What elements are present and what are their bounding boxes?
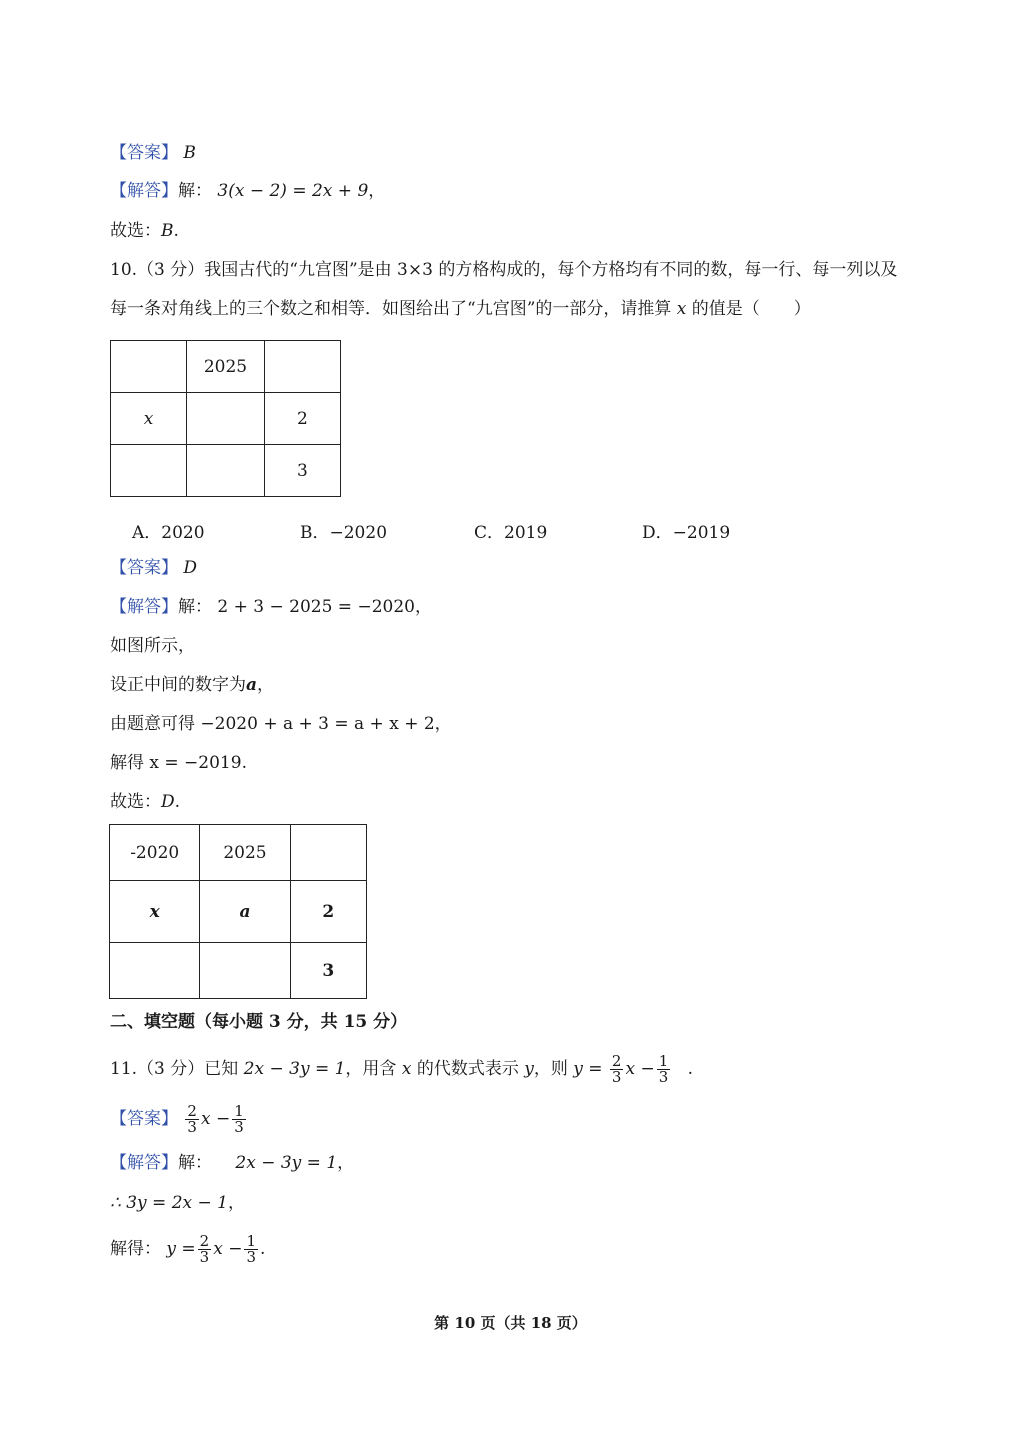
fraction [232, 1104, 246, 1135]
stem-text: 11.（3 分）已知 [110, 1059, 239, 1079]
step-var: x − [213, 1239, 243, 1259]
step-text: 由题意可得 [110, 714, 195, 734]
grid-cell [200, 943, 290, 999]
grid-cell [264, 341, 340, 393]
choose-prefix: 故选： [110, 792, 161, 812]
option-value: −2019 [672, 523, 731, 543]
solution-tag: 【解答】 [110, 597, 178, 617]
grid-cell: 2025 [200, 825, 290, 881]
step-text: 解得 [110, 753, 144, 773]
solution-equation: 2 + 3 − 2025 = −2020 [217, 597, 415, 617]
fraction-numerator: 1 [234, 1102, 244, 1120]
punct: ， [227, 1193, 245, 1213]
grid-cell [111, 445, 187, 497]
solved-magic-square-grid [109, 824, 367, 999]
solution-prefix: 解： [178, 181, 212, 201]
solution-tag: 【解答】 [110, 181, 178, 201]
step-var: a [246, 675, 258, 695]
fraction [198, 1234, 212, 1265]
page-footer: 第 10 页（共 18 页） [434, 1314, 587, 1332]
q10-step3 [110, 712, 452, 736]
choose-value: B [161, 221, 174, 241]
q10-answer-line [110, 556, 197, 580]
option-label: D． [642, 523, 673, 543]
q10-solution-line [110, 595, 432, 619]
grid-cell: 2 [290, 881, 366, 943]
fraction-numerator: 1 [246, 1232, 257, 1250]
choose-prefix: 故选： [110, 221, 161, 241]
solution-equation: 2x − 3y = 1 [235, 1153, 338, 1173]
grid-cell [290, 825, 366, 881]
fraction-numerator: 2 [187, 1102, 197, 1120]
q11-stem [110, 1054, 693, 1085]
stem-var: x [676, 299, 687, 319]
punct: ， [257, 675, 275, 695]
q10-step2 [110, 673, 274, 697]
stem-var: x − [625, 1059, 655, 1079]
answer-tag: 【答案】 [110, 558, 178, 578]
q11-step1 [110, 1191, 245, 1215]
fraction-denominator: 3 [234, 1118, 244, 1136]
magic-square-grid [110, 340, 341, 497]
stem-text: ，用含 [345, 1059, 397, 1079]
stem-text: 的代数式表示 [416, 1059, 519, 1079]
option-c [474, 518, 547, 543]
option-value: 2020 [161, 523, 205, 543]
step-equation: ∴ 3y = 2x − 1 [110, 1193, 228, 1213]
section-title: 二、填空题（每小题 3 分，共 15 分） [110, 1012, 408, 1032]
stem-equation: 2x − 3y = 1 [243, 1059, 346, 1079]
grid-cell: 3 [264, 445, 340, 497]
q11-solution-line [110, 1151, 354, 1175]
step-text: 解得： [110, 1239, 161, 1259]
grid-cell [110, 943, 200, 999]
solution-equation: 3(x − 2) = 2x + 9 [217, 181, 369, 201]
punct: ， [434, 714, 452, 734]
option-label: B． [300, 523, 330, 543]
solution-prefix: 解： [178, 597, 212, 617]
option-label: C． [474, 523, 505, 543]
grid-cell: -2020 [110, 825, 200, 881]
q11-answer-line [110, 1104, 248, 1135]
fraction-denominator: 3 [187, 1118, 197, 1136]
fraction-numerator: 1 [658, 1052, 669, 1070]
grid-cell: 2 [264, 393, 340, 445]
fraction-denominator: 3 [246, 1248, 257, 1266]
fraction-numerator: 2 [611, 1052, 622, 1070]
punct: ， [414, 597, 432, 617]
q10-step4 [110, 751, 247, 775]
fraction-numerator: 2 [199, 1232, 210, 1250]
grid-cell: x [110, 881, 200, 943]
q9-answer-line [110, 141, 196, 165]
q10-choose-line [110, 790, 180, 814]
fraction [185, 1104, 199, 1135]
fraction-denominator: 3 [611, 1068, 622, 1086]
stem-var: y = [573, 1059, 603, 1079]
q11-step2 [110, 1234, 265, 1265]
grid-cell [187, 393, 265, 445]
option-label: A． [132, 523, 162, 543]
punct: . [174, 792, 181, 812]
stem-text: ，则 [533, 1059, 568, 1079]
fraction-denominator: 3 [658, 1068, 669, 1086]
option-d [642, 518, 730, 543]
step-var: y = [166, 1239, 196, 1259]
step-text: 设正中间的数字为 [110, 675, 246, 695]
q9-choose-line [110, 219, 179, 243]
solution-tag: 【解答】 [110, 1153, 178, 1173]
option-value: 2019 [504, 523, 548, 543]
option-a [132, 518, 205, 543]
stem-text: 每一条对角线上的三个数之和相等．如图给出了“九宫图”的一部分，请推算 [110, 299, 672, 319]
stem-text: 的值是（ ） [691, 299, 811, 319]
fraction [657, 1054, 671, 1085]
punct: ， [368, 181, 386, 201]
punct: ， [337, 1153, 355, 1173]
q9-solution-line [110, 179, 385, 203]
punct: . [241, 753, 247, 773]
fraction-denominator: 3 [199, 1248, 210, 1266]
answer-value: D [183, 558, 198, 578]
choose-value: D [161, 792, 175, 812]
q10-step1: 如图所示， [110, 636, 195, 656]
step-equation: −2020 + a + 3 = a + x + 2 [200, 714, 435, 734]
fraction [610, 1054, 624, 1085]
option-value: −2020 [329, 523, 388, 543]
grid-cell: 3 [290, 943, 366, 999]
grid-cell [187, 445, 265, 497]
q10-stem-line1: 10.（3 分）我国古代的“九宫图”是由 3×3 的方格构成的，每个方格均有不同的数，每一行、每一列以及 [110, 260, 898, 280]
punct: . [687, 1059, 694, 1079]
grid-cell [111, 341, 187, 393]
q10-stem-line2 [110, 297, 811, 321]
stem-var: x [401, 1059, 412, 1079]
step-equation: x = −2019 [149, 753, 242, 773]
grid-cell: x [111, 393, 187, 445]
option-b [300, 518, 387, 543]
answer-value: B [183, 143, 196, 163]
answer-tag: 【答案】 [110, 1109, 178, 1129]
solution-prefix: 解： [178, 1153, 212, 1173]
stem-var: y [524, 1059, 534, 1079]
answer-tag: 【答案】 [110, 143, 178, 163]
fraction [244, 1234, 258, 1265]
punct: . [173, 221, 179, 241]
answer-var: x − [200, 1109, 231, 1129]
grid-cell: 2025 [187, 341, 265, 393]
grid-cell: a [200, 881, 290, 943]
punct: . [260, 1239, 266, 1259]
